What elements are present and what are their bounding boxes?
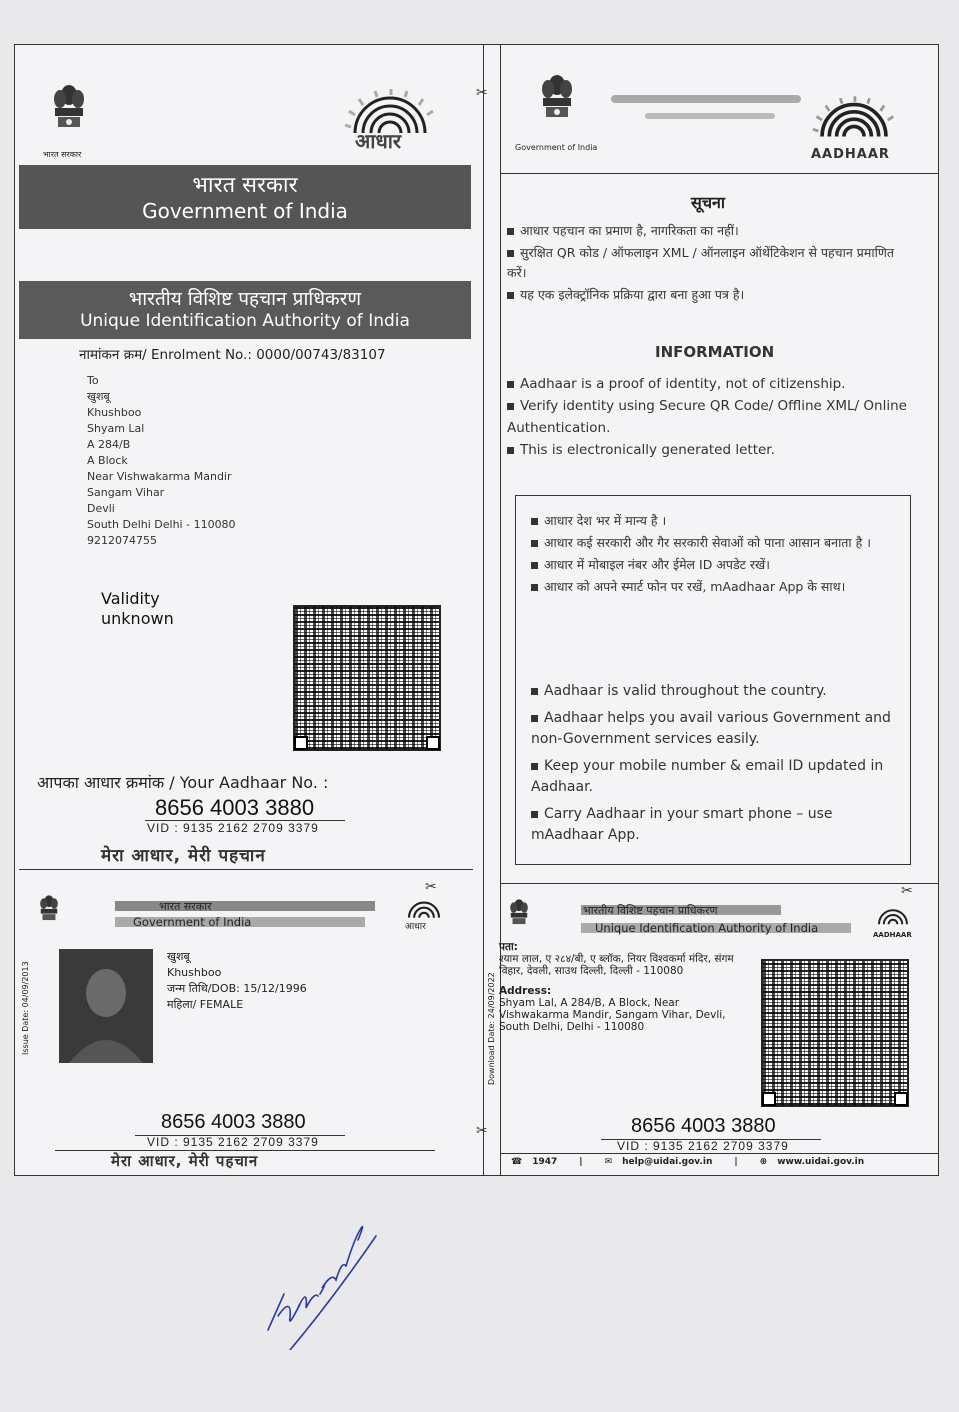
bullet-text: Aadhaar is a proof of identity, not of citizenship. (520, 376, 846, 392)
bullet-text: This is electronically generated letter. (520, 442, 775, 458)
uidai-band (19, 281, 471, 339)
aadhaar-logo-icon (799, 89, 909, 153)
address-line: Sangam Vihar (87, 486, 165, 499)
enrolment-number: नामांकन क्रम/ Enrolment No.: 0000/00743/83107 (79, 347, 386, 363)
card-uidai-hindi: भारतीय विशिष्ट पहचान प्राधिकरण (583, 904, 718, 917)
bullet-text: Keep your mobile number & email ID updated in Aadhaar. (531, 758, 884, 795)
bullet-text: सुरक्षित QR कोड / ऑफलाइन XML / ऑनलाइन ऑथेंटिकेशन से पहचान प्रमाणित करें। (507, 245, 894, 280)
card-logo-text: आधार (405, 922, 426, 932)
aadhaar-logo-text: आधार (355, 129, 402, 153)
emblem-caption: Government of India (515, 143, 598, 152)
bullet-text: Aadhaar helps you avail various Government and non-Government services easily. (531, 710, 891, 747)
bullet-icon (531, 518, 538, 525)
scissors-icon: ✂ (476, 1123, 488, 1139)
bullet-icon (507, 381, 514, 388)
bullet-icon (531, 562, 538, 569)
bullet-item (507, 373, 927, 395)
government-band (19, 165, 471, 229)
bullet-text: यह एक इलेक्ट्रॉनिक प्रक्रिया द्वारा बना हुआ पत्र है। (520, 287, 745, 302)
address-line: To (87, 374, 99, 387)
website: www.uidai.gov.in (777, 1157, 865, 1167)
contact-footer: ☎ 1947 | ✉ help@uidai.gov.in | ⊕ www.uidai.gov.in (511, 1157, 865, 1167)
card-name-hindi: खुशबू (167, 950, 190, 963)
aadhaar-number: 8656 4003 3880 (155, 795, 315, 820)
card-uidai-english: Unique Identification Authority of India (595, 921, 819, 935)
card-vid: VID : 9135 2162 2709 3379 (617, 1139, 789, 1153)
government-band-english: Government of India (142, 199, 348, 223)
bullet-item (507, 395, 927, 439)
bullet-text: आधार में मोबाइल नंबर और ईमेल ID अपडेट रखें। (544, 557, 770, 572)
email-icon: ✉ (604, 1157, 613, 1167)
bullet-icon (531, 688, 538, 695)
bullet-text: Verify identity using Secure QR Code/ Offline XML/ Online Authentication. (507, 398, 907, 436)
address-line: Shyam Lal (87, 422, 145, 435)
bullet-text: Aadhaar is valid throughout the country. (544, 683, 827, 699)
address-line: South Delhi Delhi - 110080 (87, 518, 236, 531)
information-english-list (507, 373, 927, 461)
address-hindi: श्याम लाल, ए २८४/बी, ए ब्लॉक, नियर विश्वकर्मा मंदिर, संगम विहार, देवली, साउथ दिल्ली, दिल्ली - 110080 (499, 953, 734, 977)
header-smudge (645, 113, 775, 119)
notice-hindi-list (507, 221, 897, 307)
bullet-item (531, 555, 891, 575)
national-emblem-icon (505, 897, 533, 937)
bullet-icon (531, 540, 538, 547)
uidai-band-english: Unique Identification Authority of India (80, 311, 410, 331)
bullet-icon (507, 403, 514, 410)
card-vid: VID : 9135 2162 2709 3379 (147, 1135, 319, 1149)
card-aadhaar-number: 8656 4003 3880 (631, 1115, 776, 1137)
bullet-item (507, 285, 897, 305)
aadhaar-logo-icon (867, 905, 919, 933)
bullet-icon (531, 584, 538, 591)
address-line: 9212074755 (87, 534, 157, 547)
bullet-text: आधार को अपने स्मार्ट फोन पर रखें, mAadhaar App के साथ। (544, 579, 846, 594)
bullet-text: आधार पहचान का प्रमाण है, नागरिकता का नहीं। (520, 223, 739, 238)
address-english: Shyam Lal, A 284/B, A Block, Near Vishwakarma Mandir, Sangam Vihar, Devli, South Delhi, Delhi - 110080 (499, 997, 726, 1033)
bullet-item (507, 221, 897, 241)
globe-icon: ⊕ (759, 1157, 768, 1167)
bullet-item (507, 439, 927, 461)
aadhaar-letter-sheet (14, 44, 939, 1176)
address-line: Devli (87, 502, 115, 515)
card-aadhaar-number: 8656 4003 3880 (161, 1111, 306, 1133)
address-label-hindi: पता: (499, 941, 518, 953)
info-box-hindi-list (531, 511, 891, 599)
signature-validity: Validity unknown (101, 589, 174, 628)
help-email: help@uidai.gov.in (622, 1157, 713, 1167)
holder-photo (59, 949, 153, 1063)
bullet-icon (531, 715, 538, 722)
download-date: Download Date: 24/09/2022 (487, 972, 496, 1085)
national-emblem-icon (535, 71, 579, 139)
bullet-item (531, 708, 901, 750)
card-qr-code (761, 959, 909, 1107)
card-tagline: मेरा आधार, मेरी पहचान (111, 1152, 259, 1170)
uidai-band-hindi: भारतीय विशिष्ट पहचान प्राधिकरण (128, 288, 362, 310)
bullet-icon (507, 292, 514, 299)
bullet-icon (507, 447, 514, 454)
card-holder-details (167, 949, 307, 1013)
card-gov-hindi: भारत सरकार (159, 900, 212, 913)
helpline-number: 1947 (532, 1157, 558, 1167)
bullet-item (531, 804, 901, 846)
scissors-icon: ✂ (425, 879, 437, 895)
notice-title-hindi: सूचना (691, 193, 726, 212)
right-header-line (501, 173, 939, 174)
bullet-item (531, 577, 891, 597)
vid-number: VID : 9135 2162 2709 3379 (147, 821, 319, 835)
national-emblem-icon (47, 81, 91, 149)
information-title: INFORMATION (655, 343, 775, 361)
bullet-text: आधार देश भर में मान्य है । (544, 513, 667, 528)
address-line: खुशबू (87, 390, 110, 403)
card-gov-english: Government of India (133, 915, 252, 929)
bullet-icon (531, 811, 538, 818)
address-line: Near Vishwakarma Mandir (87, 470, 232, 483)
card-header-bar (115, 901, 375, 911)
address-line: A Block (87, 454, 128, 467)
tagline: मेरा आधार, मेरी पहचान (101, 846, 266, 866)
national-emblem-icon (35, 893, 63, 933)
aadhaar-logo-text: AADHAAR (811, 147, 890, 162)
bullet-item (531, 681, 901, 702)
bullet-icon (507, 228, 514, 235)
header-smudge (611, 95, 801, 103)
address-label-english: Address: (499, 985, 552, 997)
bullet-item (531, 533, 891, 553)
info-box-english-list (531, 681, 901, 852)
qr-code (293, 605, 441, 751)
card-name-english: Khushboo (167, 966, 222, 979)
emblem-caption: भारत सरकार (43, 150, 82, 159)
address-line: Khushboo (87, 406, 142, 419)
phone-icon: ☎ (511, 1157, 523, 1167)
card-footer-line (501, 1153, 939, 1154)
address-line: A 284/B (87, 438, 131, 451)
card-address (499, 941, 739, 1033)
bullet-icon (531, 763, 538, 770)
card-dob: जन्म तिथि/DOB: 15/12/1996 (167, 982, 307, 995)
scissors-icon: ✂ (476, 85, 488, 101)
card-gender: महिला/ FEMALE (167, 998, 244, 1011)
aadhaar-number-label: आपका आधार क्रमांक / Your Aadhaar No. : (37, 773, 329, 792)
recipient-address (87, 373, 236, 549)
scissors-icon: ✂ (901, 883, 913, 899)
government-band-hindi: भारत सरकार (192, 173, 298, 198)
issue-date: Issue Date: 04/09/2013 (21, 961, 30, 1055)
bullet-icon (507, 250, 514, 257)
bullet-item (531, 511, 891, 531)
right-cut-line (501, 883, 939, 884)
left-cut-line (19, 869, 473, 870)
bullet-item (531, 756, 901, 798)
bullet-text: Carry Aadhaar in your smart phone – use mAadhaar App. (531, 806, 833, 843)
bullet-text: आधार कई सरकारी और गैर सरकारी सेवाओं को पाना आसान बनाता है । (544, 535, 871, 550)
bullet-item (507, 243, 897, 283)
card-logo-text: AADHAAR (873, 931, 912, 939)
handwritten-signature (262, 1200, 382, 1350)
